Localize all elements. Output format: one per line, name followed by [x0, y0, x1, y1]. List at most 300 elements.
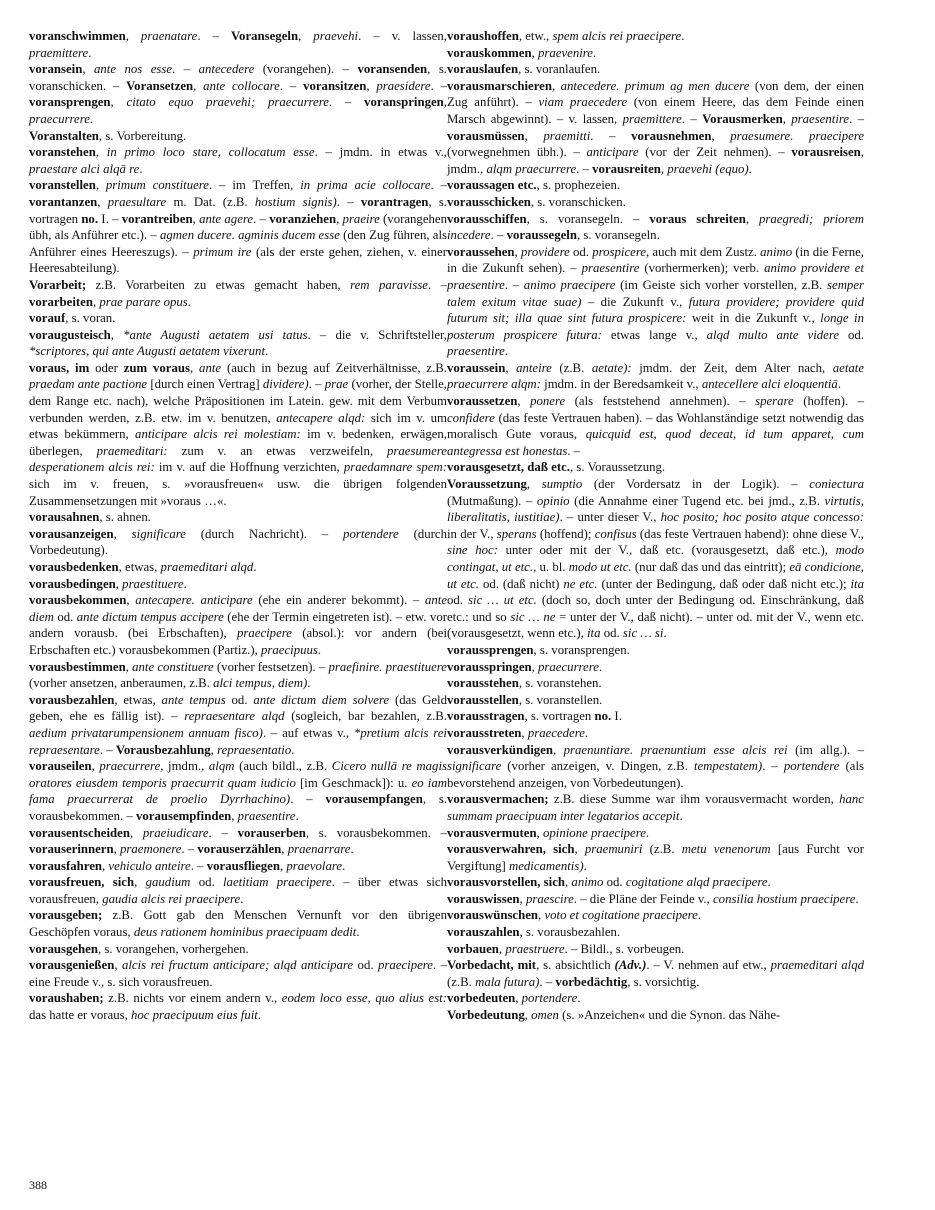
entry-text: . – — [681, 111, 703, 126]
dictionary-entry — [29, 177, 447, 277]
entry-text: , s. voranstehen. — [518, 676, 602, 691]
dictionary-entry — [29, 592, 447, 658]
latin-term: sic … ne — [510, 609, 556, 624]
latin-term: praevehi (equo) — [667, 161, 749, 176]
entry-text: , — [210, 742, 218, 757]
entry-text: . – auf etwas v., — [262, 725, 354, 740]
latin-term: animo providere et praesentire — [447, 261, 864, 292]
entry-text: , — [574, 842, 585, 857]
entry-text: . — [183, 576, 187, 591]
headword: vorausbedenken — [29, 560, 119, 574]
entry-text: . — [504, 344, 509, 359]
entry-text: (das feste Vertrauen habend): ohne diese V., — [636, 526, 865, 541]
entry-text: – die Zukunft v., — [581, 294, 689, 309]
entry-text: , — [521, 725, 528, 740]
entry-text: . — [663, 626, 667, 641]
latin-term: modo contingat, ut etc. — [447, 543, 864, 574]
latin-term: praedamnare spem: — [343, 460, 447, 475]
entry-text: od. — [225, 692, 254, 707]
entry-text: (vorangehen). – — [254, 62, 358, 77]
dictionary-entry — [447, 45, 864, 62]
latin-term: praecedere — [527, 725, 585, 740]
latin-term: praemitti — [543, 128, 591, 143]
entry-text: z.B. Vorarbeiten zu etwas gemacht haben, — [86, 277, 351, 292]
dictionary-entry — [29, 61, 447, 127]
entry-text: . – die v. Schriftsteller, — [307, 327, 448, 342]
latin-term: cogitatione alqd praecipere — [625, 875, 768, 890]
entry-text: , — [134, 875, 146, 890]
entry-text: , s. voransprengen. — [533, 642, 630, 657]
headword: Vorausmerken — [702, 111, 783, 126]
dictionary-entry — [447, 459, 864, 476]
latin-term: animo — [760, 244, 793, 259]
entry-text: , s. vorangehen, vorhergehen. — [97, 941, 249, 956]
latin-term: quicquid est, quod deceat, id tum apparet, cum antegressa est honestas — [447, 427, 864, 458]
entry-text: , — [281, 842, 288, 857]
entry-text: . – — [181, 842, 198, 857]
entry-text: , — [526, 477, 542, 492]
entry-text: (durch Vorbedeutung). — [29, 526, 447, 558]
latin-term: praescire — [525, 891, 574, 906]
entry-text: od. — [190, 875, 223, 890]
entry-text: . — [583, 858, 587, 873]
entry-text: , — [110, 95, 127, 110]
entry-text: (als bevorstehend anzeigen, von Vorbedeutungen). — [447, 759, 864, 790]
entry-text: , — [92, 294, 100, 309]
entry-text: jmdm. in der Beredsamkeit v., — [540, 377, 702, 392]
entry-text: , — [524, 1008, 532, 1023]
entry-text: z.B. Gott gab den Menschen Vernunft vor den übrigen Geschöpfen voraus, — [29, 908, 447, 940]
entry-text: od. — [600, 626, 623, 641]
entry-text: . — [265, 344, 269, 359]
dictionary-entry — [447, 659, 864, 676]
latin-term: viam praecedere — [538, 95, 628, 110]
entry-text: . – — [190, 858, 207, 873]
entry-text: . – — [208, 825, 238, 840]
entry-text: , — [536, 825, 543, 840]
latin-term: hoc praecipuum eius fuit — [130, 1008, 258, 1023]
entry-text: . – — [567, 443, 581, 458]
entry-text: (hoffen). – — [793, 394, 864, 409]
entry-text: in der V., — [447, 526, 497, 541]
entry-text: , s. vorausbekommen. – — [305, 825, 447, 840]
entry-text: . – — [172, 62, 199, 77]
dictionary-entry — [447, 841, 864, 874]
entry-text: , s. vorausbekommen. – — [29, 792, 448, 823]
latin-term: virtutis, liberalitatis, iustitiae) — [447, 493, 864, 525]
entry-text: sich im v. um etwas bekümmern, — [29, 410, 447, 442]
entry-text: jmdm. der Zeit, dem Alter nach, — [631, 360, 833, 375]
latin-term: praesumere desperationem alcis rei: — [29, 443, 447, 475]
latin-term: praecipuus — [261, 642, 318, 657]
column-left — [29, 28, 447, 1024]
latin-term: hoc posito; hoc posito atque concesso: — [660, 510, 865, 525]
dictionary-entry — [447, 360, 864, 393]
entry-text: (s. »Anzeichen« und die Synon. das Nähe- — [558, 1008, 781, 1023]
headword: voraussagen etc. — [447, 178, 537, 193]
entry-text: (als feststehend annehmen). – — [565, 394, 756, 409]
headword: vorantanzen — [29, 194, 98, 209]
latin-term: laetitiam praecipere — [223, 875, 332, 890]
dictionary-entry — [29, 692, 447, 758]
latin-term: sine hoc: — [447, 543, 498, 558]
headword: no. — [81, 211, 99, 226]
latin-term: antecedere. primum ag men ducere — [560, 78, 750, 93]
latin-term: praecipere — [236, 626, 292, 641]
dictionary-entry — [447, 874, 864, 891]
headword: vorausreiten — [592, 161, 661, 176]
entry-text: . – — [308, 377, 325, 392]
latin-term: praesidere — [376, 78, 431, 93]
headword: voraussein — [447, 360, 506, 375]
latin-term: alci tempus, diem) — [213, 676, 308, 691]
dictionary-entry — [29, 310, 447, 327]
latin-term: portendere — [343, 526, 399, 541]
latin-term: alcis rei fructum anticipare; alqd anticipare — [121, 958, 354, 973]
entry-text: (absol.): vor andern (bei Erbschaften etc.) vorausbekommen (Partiz.), — [29, 626, 447, 657]
entry-text: , s. ahnen. — [99, 510, 151, 525]
latin-term: praemittere — [622, 111, 682, 126]
entry-text: . – — [430, 78, 448, 93]
entry-text: (als der erste gehen, ziehen, v. einer Heeresabteilung). — [29, 244, 447, 276]
entry-text: . — [89, 111, 94, 126]
latin-term: praecipere — [378, 958, 433, 973]
latin-term: animo praecipere — [523, 277, 616, 292]
entry-text: od. — [447, 593, 469, 608]
latin-term: mala futura) — [475, 974, 540, 989]
latin-term: portendere — [783, 759, 840, 774]
entry-text: (von einem Heere, das dem Feinde einen Marsch abgewinnt). – v. lassen, — [447, 95, 864, 126]
headword: vorausempfangen — [325, 792, 423, 807]
headword: Voraussetzung — [447, 477, 527, 492]
entry-text: (vor der Zeit nehmen). – — [638, 145, 792, 160]
latin-term: significare — [131, 526, 186, 541]
entry-text: (vorher festsetzen). – — [213, 659, 329, 674]
headword: vorausanzeigen — [29, 526, 114, 541]
entry-text: , etw., — [518, 29, 553, 43]
latin-term: ponere — [530, 394, 566, 409]
headword: voranschwimmen — [29, 29, 126, 43]
entry-text: = unter der V., daß nicht). – unter od. mit der V., wenn etc. (vorausgesetzt, wenn etc.), — [447, 609, 865, 641]
entry-text: . – jmdm. in etwas v., — [314, 145, 447, 160]
headword: voranstellen — [29, 178, 96, 193]
latin-term: aetate): — [591, 360, 632, 375]
headword: voransitzen — [303, 78, 367, 93]
entry-text: . — [584, 725, 589, 740]
entry-text: . – im Treffen, — [208, 178, 301, 193]
latin-term: primum constituere — [105, 178, 209, 193]
entry-text: im v. auf die Hoffnung verzichten, — [154, 460, 344, 475]
dictionary-entry — [447, 891, 864, 908]
headword: voransein — [29, 62, 83, 77]
entry-text: (das feste Vertrauen haben). – das Wohlanständige setzt notwendig das moralisch Gute voraus, — [447, 410, 864, 442]
latin-term: gaudia alcis rei praecipere — [102, 891, 241, 906]
entry-text: . – — [197, 29, 231, 43]
latin-term: ne etc. — [563, 576, 598, 591]
headword: vorausgeben; — [29, 908, 103, 923]
entry-text: . — [356, 925, 360, 940]
dictionary-entry — [29, 941, 447, 958]
entry-text: . – — [504, 277, 524, 292]
entry-text: . — [645, 825, 650, 840]
entry-text: etwas lange v., — [601, 327, 707, 342]
headword: vorausfahren — [29, 858, 102, 873]
latin-term: eo iam fama praecurrerat de proelio Dyrrhachino) — [29, 775, 447, 807]
latin-term: praegredi; priorem incedere — [447, 211, 864, 243]
entry-text: , — [110, 327, 124, 342]
entry-text: (unter der Bedingung, daß oder daß nicht etc.); — [597, 576, 851, 591]
entry-text: , s. voranschicken. — [530, 194, 626, 209]
latin-term: *pretium alcis rei repraesentare — [29, 725, 447, 757]
entry-text: . – unter dieser V., — [559, 510, 661, 525]
dictionary-entry — [447, 642, 864, 659]
dictionary-entry — [447, 708, 864, 725]
dictionary-entry — [447, 194, 864, 211]
latin-term: prospicere — [592, 244, 646, 259]
headword: Voransegeln — [230, 29, 299, 43]
headword: vorantragen — [360, 194, 429, 209]
latin-term: hanc summam praecipuam inter legatarios accepit — [447, 792, 864, 823]
entry-text: od. — [353, 958, 378, 973]
dictionary-entry — [29, 128, 447, 145]
latin-term: ante dictum diem solvere — [253, 692, 390, 707]
entry-text: . – v. lassen, — [358, 29, 447, 43]
headword: vorausmüssen — [447, 128, 525, 143]
entry-text: (Mutmaßung). – — [447, 493, 537, 508]
headword: vorausgehen — [29, 941, 98, 956]
entry-text: , s. Voraussetzung. — [569, 460, 666, 475]
headword: vorausstragen — [447, 709, 525, 724]
entry-text: (der Vordersatz in der Logik). – — [582, 477, 810, 492]
latin-term: metu venenorum — [681, 842, 771, 857]
latin-term: sumptio — [541, 477, 583, 492]
entry-text: zum v. an etwas verzweifeln, — [167, 443, 388, 458]
headword: vorausbezahlen — [29, 692, 115, 707]
latin-term: futura providere; providere quid futurum sit; illa quae sint futura prospicere: — [447, 294, 864, 326]
dictionary-entry — [447, 941, 864, 958]
headword: vorausvermuten — [447, 825, 537, 840]
entry-text: , — [531, 659, 539, 674]
entry-text: I. – — [98, 211, 122, 226]
headword: voransprengen — [29, 95, 111, 110]
dictionary-entry — [447, 393, 864, 459]
latin-term: praesultare — [107, 194, 167, 209]
entry-text: . – — [849, 111, 865, 126]
latin-term: voto et cogitatione praecipere — [544, 908, 698, 923]
headword: vorausbekommen — [29, 593, 127, 608]
entry-text: . — [697, 908, 702, 923]
entry-text: . — [240, 891, 244, 906]
latin-term: alqm — [208, 759, 235, 774]
latin-term: sic … si — [622, 626, 664, 641]
latin-term: medicamentis) — [508, 858, 584, 873]
latin-term: praemeditari: — [96, 443, 168, 458]
latin-term: ita — [850, 576, 864, 591]
entry-text: . — [350, 842, 354, 857]
entry-text: . – — [290, 792, 326, 807]
latin-term: eā condicione, ut etc. — [447, 560, 864, 591]
entry-text: , — [782, 111, 792, 126]
entry-text: , s. vortragen — [524, 709, 595, 724]
headword: Vorbedacht, mit — [447, 958, 537, 973]
latin-term: praeire — [342, 211, 380, 226]
headword: vorausstellen — [447, 692, 519, 707]
entry-text: , s. prophezeien. — [536, 178, 621, 193]
latin-term: antecedere — [198, 62, 255, 77]
entry-text: , — [519, 891, 526, 906]
entry-text: . — [342, 858, 346, 873]
headword: vorausschicken — [447, 194, 531, 209]
entry-text: z.B. nichts vor einem andern v., — [103, 991, 282, 1006]
latin-term: praemittere — [29, 45, 89, 60]
entry-text: (das Geld geben, ehe es fällig ist). – — [29, 692, 447, 724]
latin-term: praesentire — [791, 111, 850, 126]
latin-term: repraesentare alqd — [184, 709, 285, 724]
entry-text: , — [551, 78, 561, 93]
headword: Vorausbezahlung — [115, 742, 211, 757]
entry-text: , — [189, 360, 200, 375]
latin-term: ante collocare — [203, 78, 280, 93]
entry-text: , — [538, 908, 545, 923]
dictionary-entry — [447, 61, 864, 78]
entry-text: , — [125, 659, 133, 674]
headword: vorausspringen — [447, 659, 532, 674]
latin-term: vehiculo anteire — [108, 858, 191, 873]
headword: vorauf — [29, 311, 66, 326]
entry-text: , — [115, 576, 123, 591]
entry-text: I. — [611, 709, 622, 724]
headword: vorausbestimmen — [29, 659, 126, 674]
entry-text: (vorher, der Stelle, dem Range etc. nach), welche Präpositionen im Latein. gew. mit dem Verbum verbunden werden, z.B. etw. im v. benutzen, — [29, 377, 447, 425]
dictionary-entry — [29, 526, 447, 559]
latin-term: ante — [199, 360, 222, 375]
headword: voraus schreiten — [649, 211, 746, 226]
headword: vorausvermachen; — [447, 792, 549, 807]
latin-term: confisus — [594, 526, 637, 541]
latin-term: in primo loco stare, collocatum esse — [106, 145, 315, 160]
entry-text: , — [102, 858, 109, 873]
entry-text: . – V. nehmen auf etw., — [646, 958, 771, 973]
latin-term: sperans — [496, 526, 537, 541]
latin-term: praesentire — [237, 808, 296, 823]
dictionary-entry — [29, 28, 447, 61]
headword: vorauserben — [237, 825, 306, 840]
headword: vorausempfinden — [135, 808, 232, 823]
entry-text: (z.B. — [642, 842, 682, 857]
entry-text: . – — [279, 78, 304, 93]
entry-text: . – — [590, 128, 632, 143]
latin-term: alqd multo ante videre — [706, 327, 840, 342]
entry-text: , — [745, 211, 759, 226]
entry-text: , — [524, 128, 544, 143]
latin-term: praemeditari alqd — [160, 560, 254, 574]
latin-term: eodem loco esse, quo alius est: — [281, 991, 447, 1006]
latin-term: providere — [520, 244, 570, 259]
latin-term: praemonere — [120, 842, 182, 857]
entry-text: . – — [336, 194, 361, 209]
latin-term: praevolare — [286, 858, 343, 873]
latin-term: confidere — [447, 410, 495, 425]
entry-text: , — [95, 178, 106, 193]
headword: voraussehen — [447, 244, 515, 259]
entry-text: , — [82, 62, 94, 77]
latin-term: antecellere alci eloquentiā — [701, 377, 838, 392]
latin-term: longe in posterum prospicere futura: — [447, 311, 864, 342]
latin-term: ante dictum tempus accipere — [76, 609, 224, 624]
entry-text: oder — [89, 360, 124, 375]
entry-text: . — [291, 742, 295, 757]
latin-term: dividere) — [262, 377, 309, 392]
latin-term: portendere — [521, 991, 578, 1006]
entry-text: , s. voranlaufen. — [518, 62, 601, 77]
latin-term: significare — [447, 759, 502, 774]
latin-term: praecurrere — [99, 759, 161, 774]
dictionary-entry — [447, 476, 864, 642]
entry-text: . — [748, 161, 752, 176]
headword: voraussegeln — [506, 228, 577, 243]
entry-text: , — [505, 360, 517, 375]
entry-text: . – — [328, 95, 365, 110]
latin-term: anticipare — [586, 145, 639, 160]
entry-text: . — [767, 875, 771, 890]
entry-text: [durch einen Vertrag] — [147, 377, 263, 392]
entry-text: , — [95, 145, 107, 160]
headword: voraushoffen — [447, 29, 519, 43]
headword: vorausverkündigen — [447, 742, 553, 757]
entry-text: . — [837, 377, 842, 392]
entry-text: , s. voransegeln. — [576, 228, 660, 243]
entry-text: (vorwegnehmen übh.). – — [447, 145, 587, 160]
latin-term: tempestatem) — [693, 759, 763, 774]
headword: vorausentscheiden — [29, 825, 130, 840]
entry-text: . — [855, 891, 859, 906]
entry-text: , — [514, 244, 521, 259]
entry-text: (vorher anzeigen, v. Dingen, z.B. — [501, 759, 694, 774]
entry-text: im v. bedenken, erwägen, überlegen, — [29, 427, 448, 458]
entry-text: . — [307, 676, 311, 691]
latin-term: in prima acie collocare — [300, 178, 431, 193]
entry-text: , s. vorsichtig. — [627, 974, 700, 989]
headword: vorausstreten — [447, 725, 522, 740]
entry-text: (von dem, der einen Zug anführt). – — [447, 78, 864, 110]
entry-text: . – — [539, 974, 556, 989]
latin-term: modo ut etc. — [568, 560, 632, 574]
latin-term: prae parare opus — [99, 294, 188, 309]
entry-text: . — [139, 161, 143, 176]
entry-text: od. — [569, 244, 593, 259]
entry-text: (den Zug führen, als Anführer eines Heereszugs). – — [29, 228, 448, 259]
latin-term: praemeditari alqd — [770, 958, 864, 973]
headword: vorausreisen — [791, 145, 861, 160]
dictionary-entry — [29, 576, 447, 593]
entry-text: , — [231, 808, 238, 823]
latin-term: ita — [587, 626, 601, 641]
latin-term: praesumere. praecipere — [730, 128, 864, 143]
latin-term: opinio — [536, 493, 570, 508]
latin-term: praedam ante pactione — [29, 377, 148, 392]
latin-term: ante tempus — [161, 692, 226, 707]
entry-text: od. — [603, 875, 626, 890]
entry-text: od. (daß nicht) — [479, 576, 564, 591]
entry-text: . — [253, 560, 257, 574]
dictionary-entry — [447, 177, 864, 194]
latin-term: repraesentatio — [217, 742, 292, 757]
entry-text: . — [257, 1008, 262, 1023]
headword: vorausgenießen — [29, 958, 115, 973]
headword: vorauslaufen — [447, 62, 519, 77]
headword: vorauszahlen — [447, 925, 520, 940]
entry-text: . – eine Freude v., s. sich vorausfreuen. — [29, 958, 447, 989]
